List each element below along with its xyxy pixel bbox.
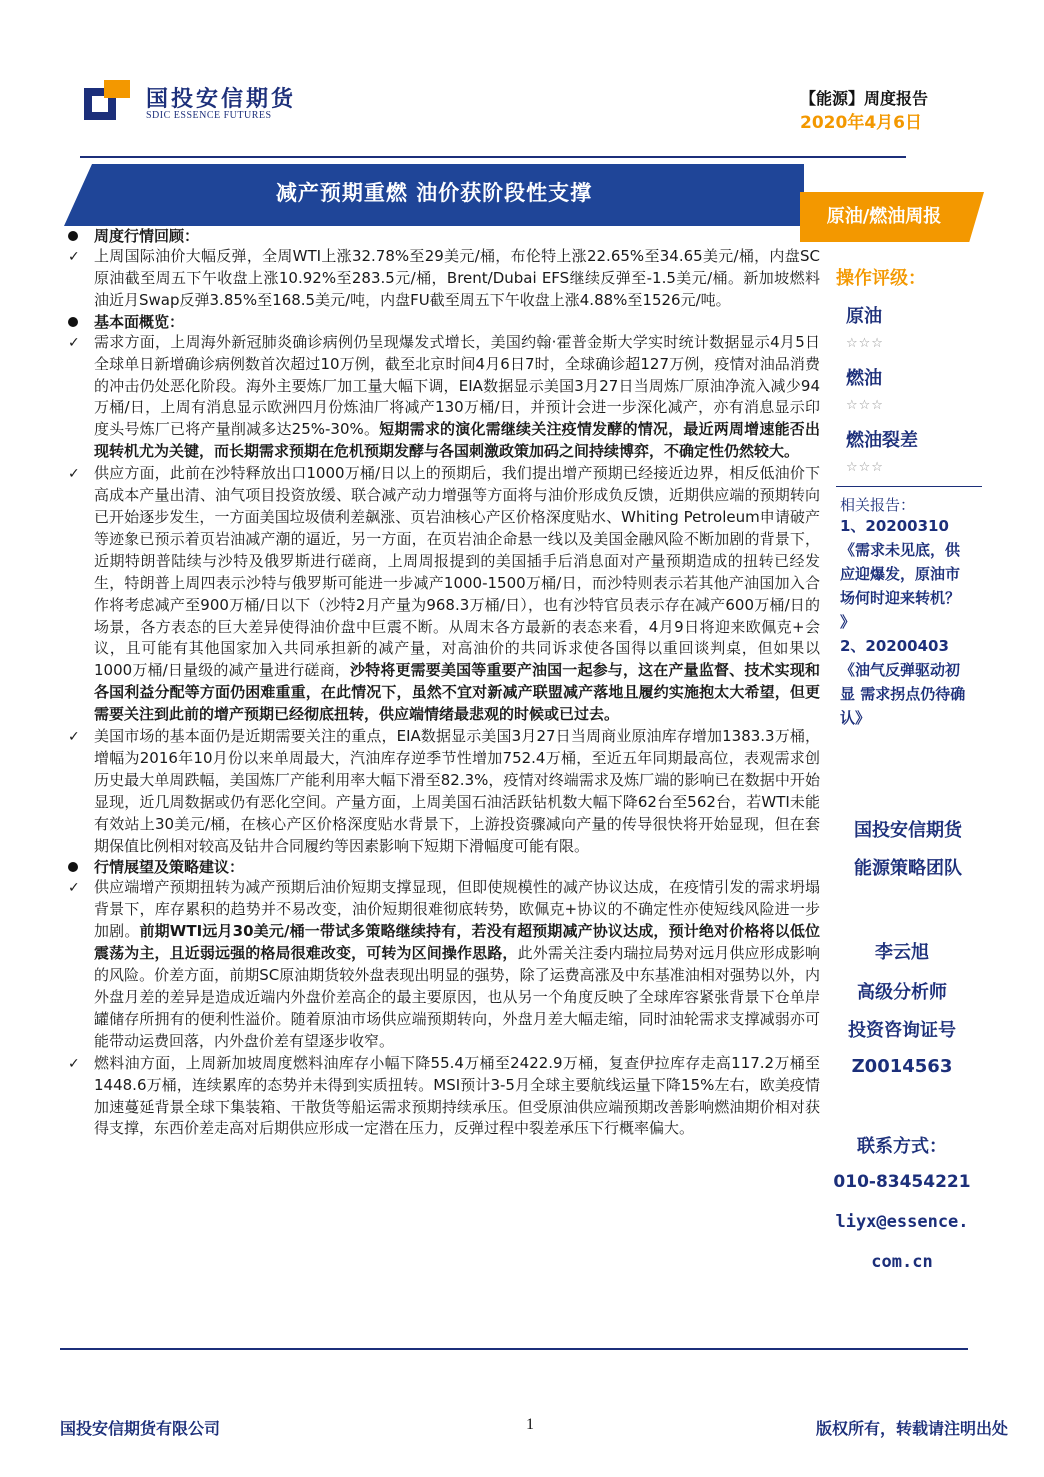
check-icon: ✓ [68, 334, 80, 351]
check-icon: ✓ [68, 1055, 80, 1072]
section-heading-outlook: 行情展望及策略建议： [66, 857, 822, 877]
paragraph-review: ✓ 上周国际油价大幅反弹，全周WTI上涨32.78%至29美元/桶，布伦特上涨22.65%至34.65美元/桶，内盘SC原油截至周五下午收盘上涨10.92%至283.5元/桶，Brent/Dubai EFS继续反弹至-1.5美元/桶。新加坡燃料油近月Swap反弹3.85%至168.5美元/吨，内盘FU截至周五下午收盘上涨4.88%至1526元/吨。 [68, 247, 820, 309]
related-report-line: 》 [840, 613, 856, 631]
rating-name-crack: 燃油裂差 [846, 430, 918, 451]
contact-email: liyx@essence. [835, 1212, 969, 1232]
header-divider [80, 156, 906, 158]
related-report-line: 应迎爆发，原油市 [840, 565, 961, 583]
logo-mark-icon [84, 78, 132, 126]
related-report-line: 《需求未见底，供 [840, 541, 961, 559]
contact-email-domain: com.cn [871, 1252, 933, 1272]
section-heading-review: 周度行情回顾： [66, 226, 822, 246]
bullet-icon [68, 231, 78, 241]
bullet-icon [68, 862, 78, 872]
team-name: 能源策略团队 [854, 858, 962, 879]
related-report-line: 显 需求拐点仍待确 [840, 685, 966, 703]
paragraph-fuel-oil: ✓ 燃料油方面，上周新加坡周度燃料油库存小幅下降55.4万桶至2422.9万桶，复查伊拉库存走高117.2万桶至1448.6万桶，连续累库的态势并未得到实质扭转。MSI预计3-5月全球主要航线运量下降15%左右，欧美疫情加速蔓延背景全球下集装箱、干散货等船运需求预期持续承压。但受原油供应端预期改善影响燃油期价相对获得支撑，东西价差走高对后期供应形成一定潜在压力，反弹过程中裂差承压下行概率偏大。 [68, 1053, 820, 1138]
page-number: 1 [526, 1416, 534, 1433]
report-category: 原油/燃油周报 [826, 206, 942, 227]
main-content [66, 226, 822, 1140]
team-company: 国投安信期货 [854, 820, 962, 841]
related-report-line: 2、20200403 [840, 637, 949, 655]
rating-title: 操作评级： [836, 268, 926, 289]
analyst-name: 李云旭 [875, 942, 929, 963]
report-title: 减产预期重燃 油价获阶段性支撑 [275, 181, 593, 205]
paragraph-strategy: ✓ 供应端增产预期扭转为减产预期后油价短期支撑显现，但即使规模性的减产协议达成，在疫情引发的需求坍塌背景下，库存累积的趋势并不易改变，油价短期很难彻底转势，欧佩克+协议的不确定性亦使短线风险进一步加剧。前期WTI远月30美元/桶一带试多策略继续持有，若没有超预期减产协议达成，预计绝对价格将以低位震荡为主，且近弱远强的格局很难改变，可转为区间操作思路，此外需关注委内瑞拉局势对远月供应形成影响的风险。价差方面，前期SC原油期货较外盘表现出明显的强势，除了运费高涨及中东基准油相对强势以外，内外盘月差的差异是造成近端内外盘价差高企的最主要原因，也从另一个角度反映了全球库容紧张背景下仓单岸罐储存所拥有的便利性溢价。随着原油市场供应端预期转向，外盘月差大幅走缩，同时油轮需求支撑减弱亦可能带动运费回落，内外盘价差有望逐步收窄。 [68, 878, 820, 1050]
footer-copyright: 版权所有，转载请注明出处 [815, 1419, 1008, 1438]
paragraph-us-market: ✓ 美国市场的基本面仍是近期需要关注的重点，EIA数据显示美国3月27日当周商业原油库存增加1383.3万桶，增幅为2016年10月份以来单周最大，汽油库存逆季节性增加752.4万桶，至近五年同期最高位，表观需求创历史最大单周跌幅，美国炼厂产能利用率大幅下滑至82.3%，疫情对终端需求及炼厂端的影响已在数据中开始显现，近几周数据或仍有恶化空间。产量方面，上周美国石油活跃钻机数大幅下降62台至562台，若WTI未能有效站上30美元/桶，在核心产区价格深度贴水背景下，上游投资骤减向产量的传导很快将开始显现，但在套期保值比例相对较高及钻井合同履约等因素影响下短期下滑幅度可能有限。 [68, 727, 820, 855]
related-reports-title: 相关报告： [840, 496, 916, 514]
report-type: 【能源】周度报告 [799, 89, 928, 108]
check-icon: ✓ [68, 729, 80, 746]
rating-name-crude: 原油 [846, 306, 882, 327]
bullet-icon [68, 317, 78, 327]
rating-stars-crude: ☆☆☆ [846, 336, 884, 351]
footer-divider [60, 1348, 968, 1350]
paragraph-supply: ✓ 供应方面，此前在沙特释放出口1000万桶/日以上的预期后，我们提出增产预期已经接近边界，相反低油价下高成本产量出清、油气项目投资放缓、联合减产动力增强等方面将与油价形成负反馈，近期供应端的预期转向已开始逐步发生，一方面美国垃圾债利差飙涨、页岩油核心产区价格深度贴水、Whiting Petroleum申请破产等迹象已预示着页岩油减产潮的逼近，另一方面，在页岩油企命悬一线以及美国金融风险不断加剧的背景下，近期特朗普陆续与沙特及俄罗斯进行磋商，上周周报提到的美国插手后消息面对产量预期造成的扭转已经发生，特朗普上周四表示沙特与俄罗斯可能进一步减产1000-1500万桶/日，而沙特则表示若其他产油国加入合作将考虑减产至900万桶/日以下（沙特2月产量为968.3万桶/日），也有沙特官员表示存在减产600万桶/日的场景，各方表态的巨大差异使得油价盘中巨震不断。从周末各方最新的表态来看，4月9日将迎来欧佩克+会议，且可能有其他国家加入共同承担新的减产量，对高油价的共同诉求使各国得以重回谈判桌，但如果以1000万桶/日量级的减产量进行磋商，沙特将更需要美国等重要产油国一起参与，这在产量监督、技术实现和各国利益分配等方面仍困难重重，在此情况下，虽然不宜对新减产联盟减产落地且履约实施抱太大希望，但更需要关注到此前的增产预期已经彻底扭转，供应端情绪最悲观的时候或已过去。 [68, 464, 820, 724]
section-heading-fundamentals: 基本面概览： [66, 312, 822, 332]
related-report-line: 1、20200310 [840, 517, 949, 535]
rating-name-fuel: 燃油 [846, 368, 882, 389]
check-icon: ✓ [68, 249, 80, 265]
contact-phone: 010-83454221 [833, 1172, 971, 1192]
sidebar-divider [836, 486, 982, 487]
logo-name-cn: 国投安信期货 [146, 87, 297, 112]
report-date: 2020年4月6日 [800, 113, 922, 133]
check-icon: ✓ [68, 880, 80, 897]
rating-stars-fuel: ☆☆☆ [846, 398, 884, 413]
analyst-title: 高级分析师 [857, 982, 947, 1003]
related-report-line: 《油气反弹驱动初 [840, 661, 961, 679]
footer-company: 国投安信期货有限公司 [60, 1419, 221, 1438]
check-icon: ✓ [68, 466, 80, 483]
logo-name-en: SDIC ESSENCE FUTURES [146, 110, 272, 121]
license-label: 投资咨询证号 [848, 1020, 956, 1041]
paragraph-demand: ✓ 需求方面，上周海外新冠肺炎确诊病例仍呈现爆发式增长，美国约翰·霍普金斯大学实时统计数据显示4月5日全球单日新增确诊病例数首次超过10万例，截至北京时间4月6日7时，全球确诊超127万例，疫情对油品消费的冲击仍处恶化阶段。海外主要炼厂加工量大幅下调，EIA数据显示美国3月27日当周炼厂原油净流入减少94万桶/日，上周有消息显示欧洲四月份炼油厂将减产130万桶/日，并预计会进一步深化减产，亦有消息显示印度头号炼厂已将产量削减多达25%-30%。短期需求的演化需继续关注疫情发酵的情况，最近两周增速能否出现转机尤为关键，而长期需求预期在危机预期发酵与各国刺激政策加码之间持续博弈，不确定性仍然较大。 [68, 332, 820, 461]
license-number: Z0014563 [851, 1056, 953, 1077]
related-reports-list [840, 514, 965, 730]
rating-stars-crack: ☆☆☆ [846, 460, 884, 475]
contact-title: 联系方式： [857, 1136, 947, 1157]
related-report-line: 场何时迎来转机？ [840, 589, 961, 607]
company-logo [84, 78, 344, 128]
related-report-line: 认》 [840, 709, 871, 727]
